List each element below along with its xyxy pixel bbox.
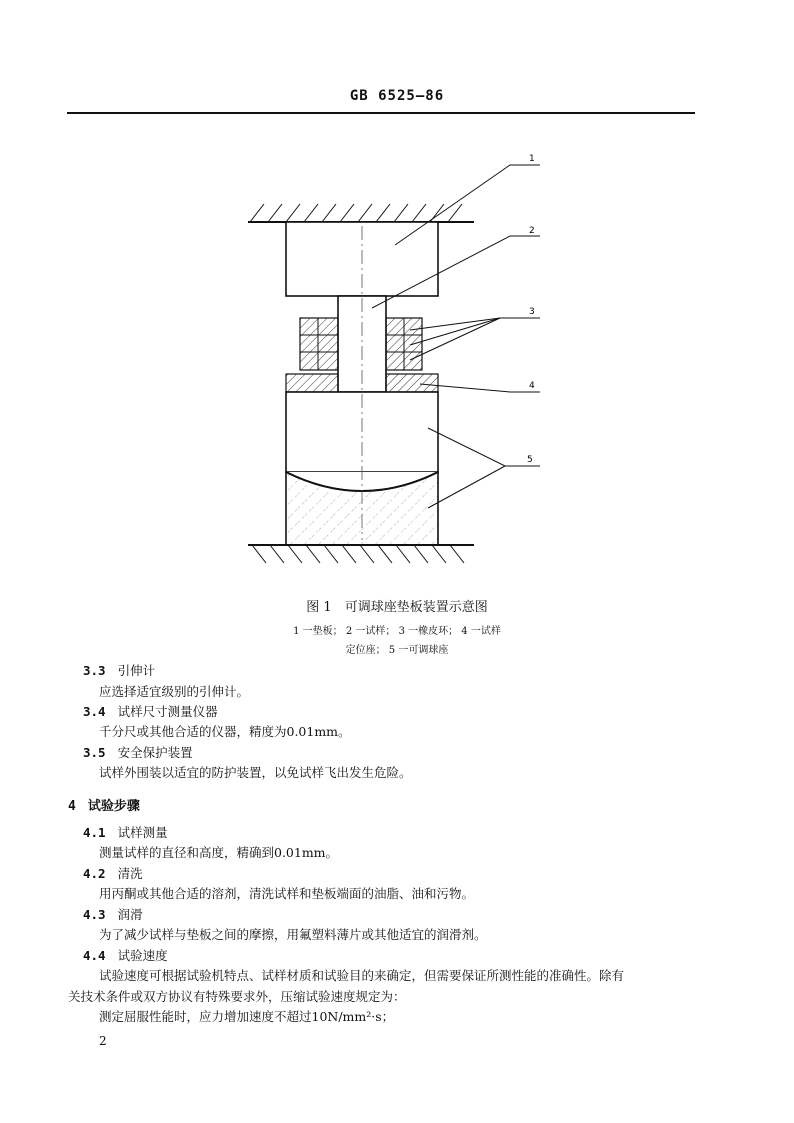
callout-2: 2: [529, 226, 535, 236]
page-number: 2: [99, 1034, 107, 1048]
figure-caption: 图 1 可调球座垫板装置示意图: [306, 600, 488, 615]
section-body-3-4: 千分尺或其他合适的仪器，精度为0.01mm。: [99, 724, 351, 739]
rubber-rings-right: [386, 318, 422, 370]
section-body-4-4-line2: 关技术条件或双方协议有特殊要求外，压缩试验速度规定为：: [68, 989, 406, 1004]
callout-4: 4: [529, 381, 535, 391]
callout-5: 5: [527, 455, 533, 465]
callout-3: 3: [529, 307, 535, 317]
section-body-4-1: 测量试样的直径和高度，精确到0.01mm。: [99, 845, 339, 860]
bottom-ground-hatch: [252, 545, 464, 563]
section-body-4-4-line3: 测定屈服性能时，应力增加速度不超过10N/mm²·s；: [99, 1009, 395, 1024]
section-body-4-3: 为了减少试样与垫板之间的摩擦，用氟塑料薄片或其他适宜的润滑剂。: [99, 927, 487, 942]
figure-legend-line1: 1 一垫板； 2 一试样； 3 一橡皮环； 4 一试样: [293, 626, 501, 637]
section-heading-3-3: 3.3 引伸计: [83, 663, 156, 678]
figure-legend-line2: 定位座； 5 一可调球座: [345, 645, 449, 656]
section-heading-4-2: 4.2 清洗: [83, 866, 143, 881]
chapter-heading-4: 4 试验步骤: [68, 799, 140, 814]
section-body-3-5: 试样外围装以适宜的防护装置，以免试样飞出发生危险。: [99, 765, 412, 780]
rubber-rings-left: [300, 318, 338, 370]
page-header-code: GB 6525—86: [349, 88, 445, 104]
section-heading-4-4: 4.4 试验速度: [83, 948, 168, 963]
section-heading-3-4: 3.4 试样尺寸测量仪器: [83, 704, 218, 719]
section-heading-3-5: 3.5 安全保护装置: [83, 745, 193, 760]
section-body-3-3: 应选择适宜级别的引伸计。: [99, 684, 250, 699]
positioning-seat-left: [286, 374, 338, 392]
callout-1: 1: [529, 154, 535, 164]
figure-diagram: [230, 150, 560, 580]
section-heading-4-1: 4.1 试样测量: [83, 825, 168, 840]
section-body-4-2: 用丙酮或其他合适的溶剂，清洗试样和垫板端面的油脂、油和污物。: [99, 886, 475, 901]
top-ground-hatch: [250, 204, 462, 222]
section-heading-4-3: 4.3 润滑: [83, 907, 143, 922]
section-body-4-4-line1: 试验速度可根据试验机特点、试样材质和试验目的来确定，但需要保证所测性能的准确性。除有: [99, 968, 625, 983]
positioning-seat-right: [386, 374, 438, 392]
header-rule: [67, 112, 695, 114]
